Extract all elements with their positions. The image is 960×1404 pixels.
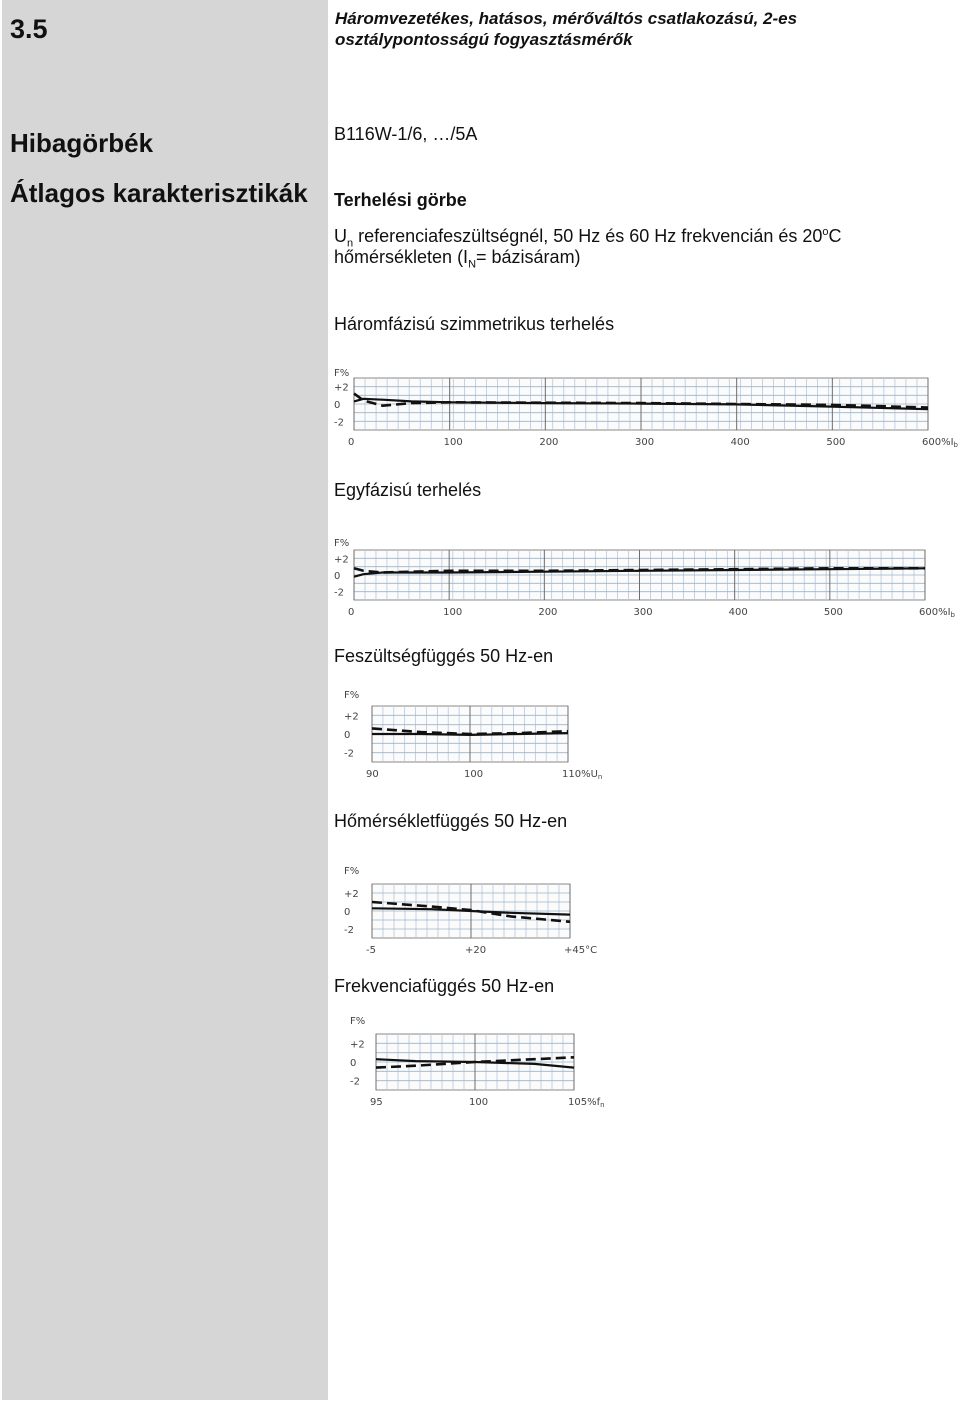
page-title: [335, 8, 935, 50]
chart-temperature-dependence: [340, 864, 598, 958]
degree-superscript: o: [822, 226, 829, 238]
temperature-text: hőmérsékleten (I: [334, 247, 469, 267]
chart-voltage-dependence: [340, 688, 602, 782]
y-axis-label: F%: [344, 690, 360, 701]
sidebar-title-error-curves: Hibagörbék: [10, 128, 154, 158]
x-tick-label: $600\%I_b$: [919, 607, 955, 619]
x-tick-label: 0: [348, 607, 355, 618]
x-tick-subscript: b: [950, 611, 955, 619]
x-tick-label: 500: [823, 607, 843, 618]
x-tick-label: $600\%I_b$: [922, 437, 958, 449]
x-tick-label: $105\%f_n$: [568, 1097, 605, 1109]
x-tick-label: 100: [443, 437, 463, 448]
chart-single-phase: [330, 536, 955, 620]
y-axis-label: F%: [334, 538, 350, 549]
y-tick-label: +2: [350, 1039, 365, 1051]
x-tick-subscript: n: [600, 1101, 605, 1109]
conditions-text: referenciafeszültségnél, 50 Hz és 60 Hz frekvencián és 20: [353, 226, 823, 246]
chart-svg: [330, 536, 955, 620]
y-axis-label: F%: [350, 1016, 366, 1027]
y-tick-label: -2: [334, 587, 344, 599]
x-tick-label: +20: [465, 945, 487, 956]
celsius-unit: C: [828, 226, 842, 246]
y-tick-label: 0: [350, 1058, 357, 1069]
page-title-line1: Háromvezetékes, hatásos, mérőváltós csatlakozású, 2-es: [335, 9, 798, 28]
x-tick-subscript: b: [953, 441, 958, 449]
heading-frequency-dependence: Frekvenciafüggés 50 Hz-en: [334, 976, 555, 996]
y-tick-label: +2: [344, 889, 359, 900]
heading-three-phase: Háromfázisú szimmetrikus terhelés: [334, 314, 615, 334]
x-tick-label: 200: [539, 437, 559, 448]
y-tick-label: 0: [344, 730, 351, 741]
y-tick-label: -2: [350, 1076, 360, 1088]
base-current-text: = bázisáram): [476, 247, 581, 267]
sidebar-title-average-characteristics: Átlagos karakterisztikák: [10, 178, 308, 208]
x-tick-subscript: n: [597, 773, 602, 781]
heading-temperature-dependence: Hőmérsékletfüggés 50 Hz-en: [334, 811, 568, 831]
y-tick-label: +2: [344, 711, 359, 723]
heading-voltage-dependence: Feszültségfüggés 50 Hz-en: [334, 646, 554, 666]
x-tick-label: 90: [366, 769, 379, 780]
conditions-line2: [334, 246, 581, 276]
chart-svg: [340, 688, 602, 782]
x-tick-label: 300: [633, 607, 653, 618]
y-axis-label: F%: [334, 368, 350, 379]
x-tick-label: 100: [464, 769, 484, 780]
sidebar-panel: [2, 0, 328, 1400]
x-tick-label: 200: [538, 607, 558, 618]
x-tick-label: -5: [366, 945, 376, 956]
x-tick-label: 100: [443, 607, 463, 618]
chart-three-phase: [330, 366, 958, 450]
y-axis-label: F%: [344, 866, 360, 877]
i-subscript: N: [468, 258, 477, 271]
y-tick-label: 0: [344, 907, 351, 918]
x-tick-label: 95: [370, 1097, 383, 1108]
chart-svg: [330, 366, 958, 450]
section-number: 3.5: [10, 14, 48, 44]
u-symbol: U: [334, 226, 347, 246]
u-subscript: n: [347, 237, 354, 250]
chart-svg: [340, 864, 598, 958]
y-tick-label: -2: [344, 925, 354, 936]
y-tick-label: -2: [334, 417, 344, 429]
heading-single-phase: Egyfázisú terhelés: [334, 480, 482, 500]
y-tick-label: 0: [334, 400, 341, 411]
y-tick-label: -2: [344, 748, 354, 760]
y-tick-label: +2: [334, 554, 349, 566]
load-curve-heading: Terhelési görbe: [334, 190, 467, 210]
y-tick-label: 0: [334, 571, 341, 582]
x-tick-label: $110\%U_n$: [562, 769, 602, 781]
x-tick-label: 300: [635, 437, 655, 448]
x-tick-label: 400: [728, 607, 748, 618]
x-tick-label: +45°C: [564, 945, 598, 956]
x-tick-label: 100: [469, 1097, 489, 1108]
y-tick-label: +2: [334, 382, 349, 394]
model-code: B116W-1/6, …/5A: [334, 124, 478, 144]
x-tick-label: 0: [348, 437, 355, 448]
chart-frequency-dependence: [346, 1014, 608, 1110]
page-title-line2: osztálypontosságú fogyasztásmérők: [335, 30, 633, 49]
x-tick-label: 400: [730, 437, 750, 448]
chart-svg: [346, 1014, 608, 1110]
x-tick-label: 500: [826, 437, 846, 448]
